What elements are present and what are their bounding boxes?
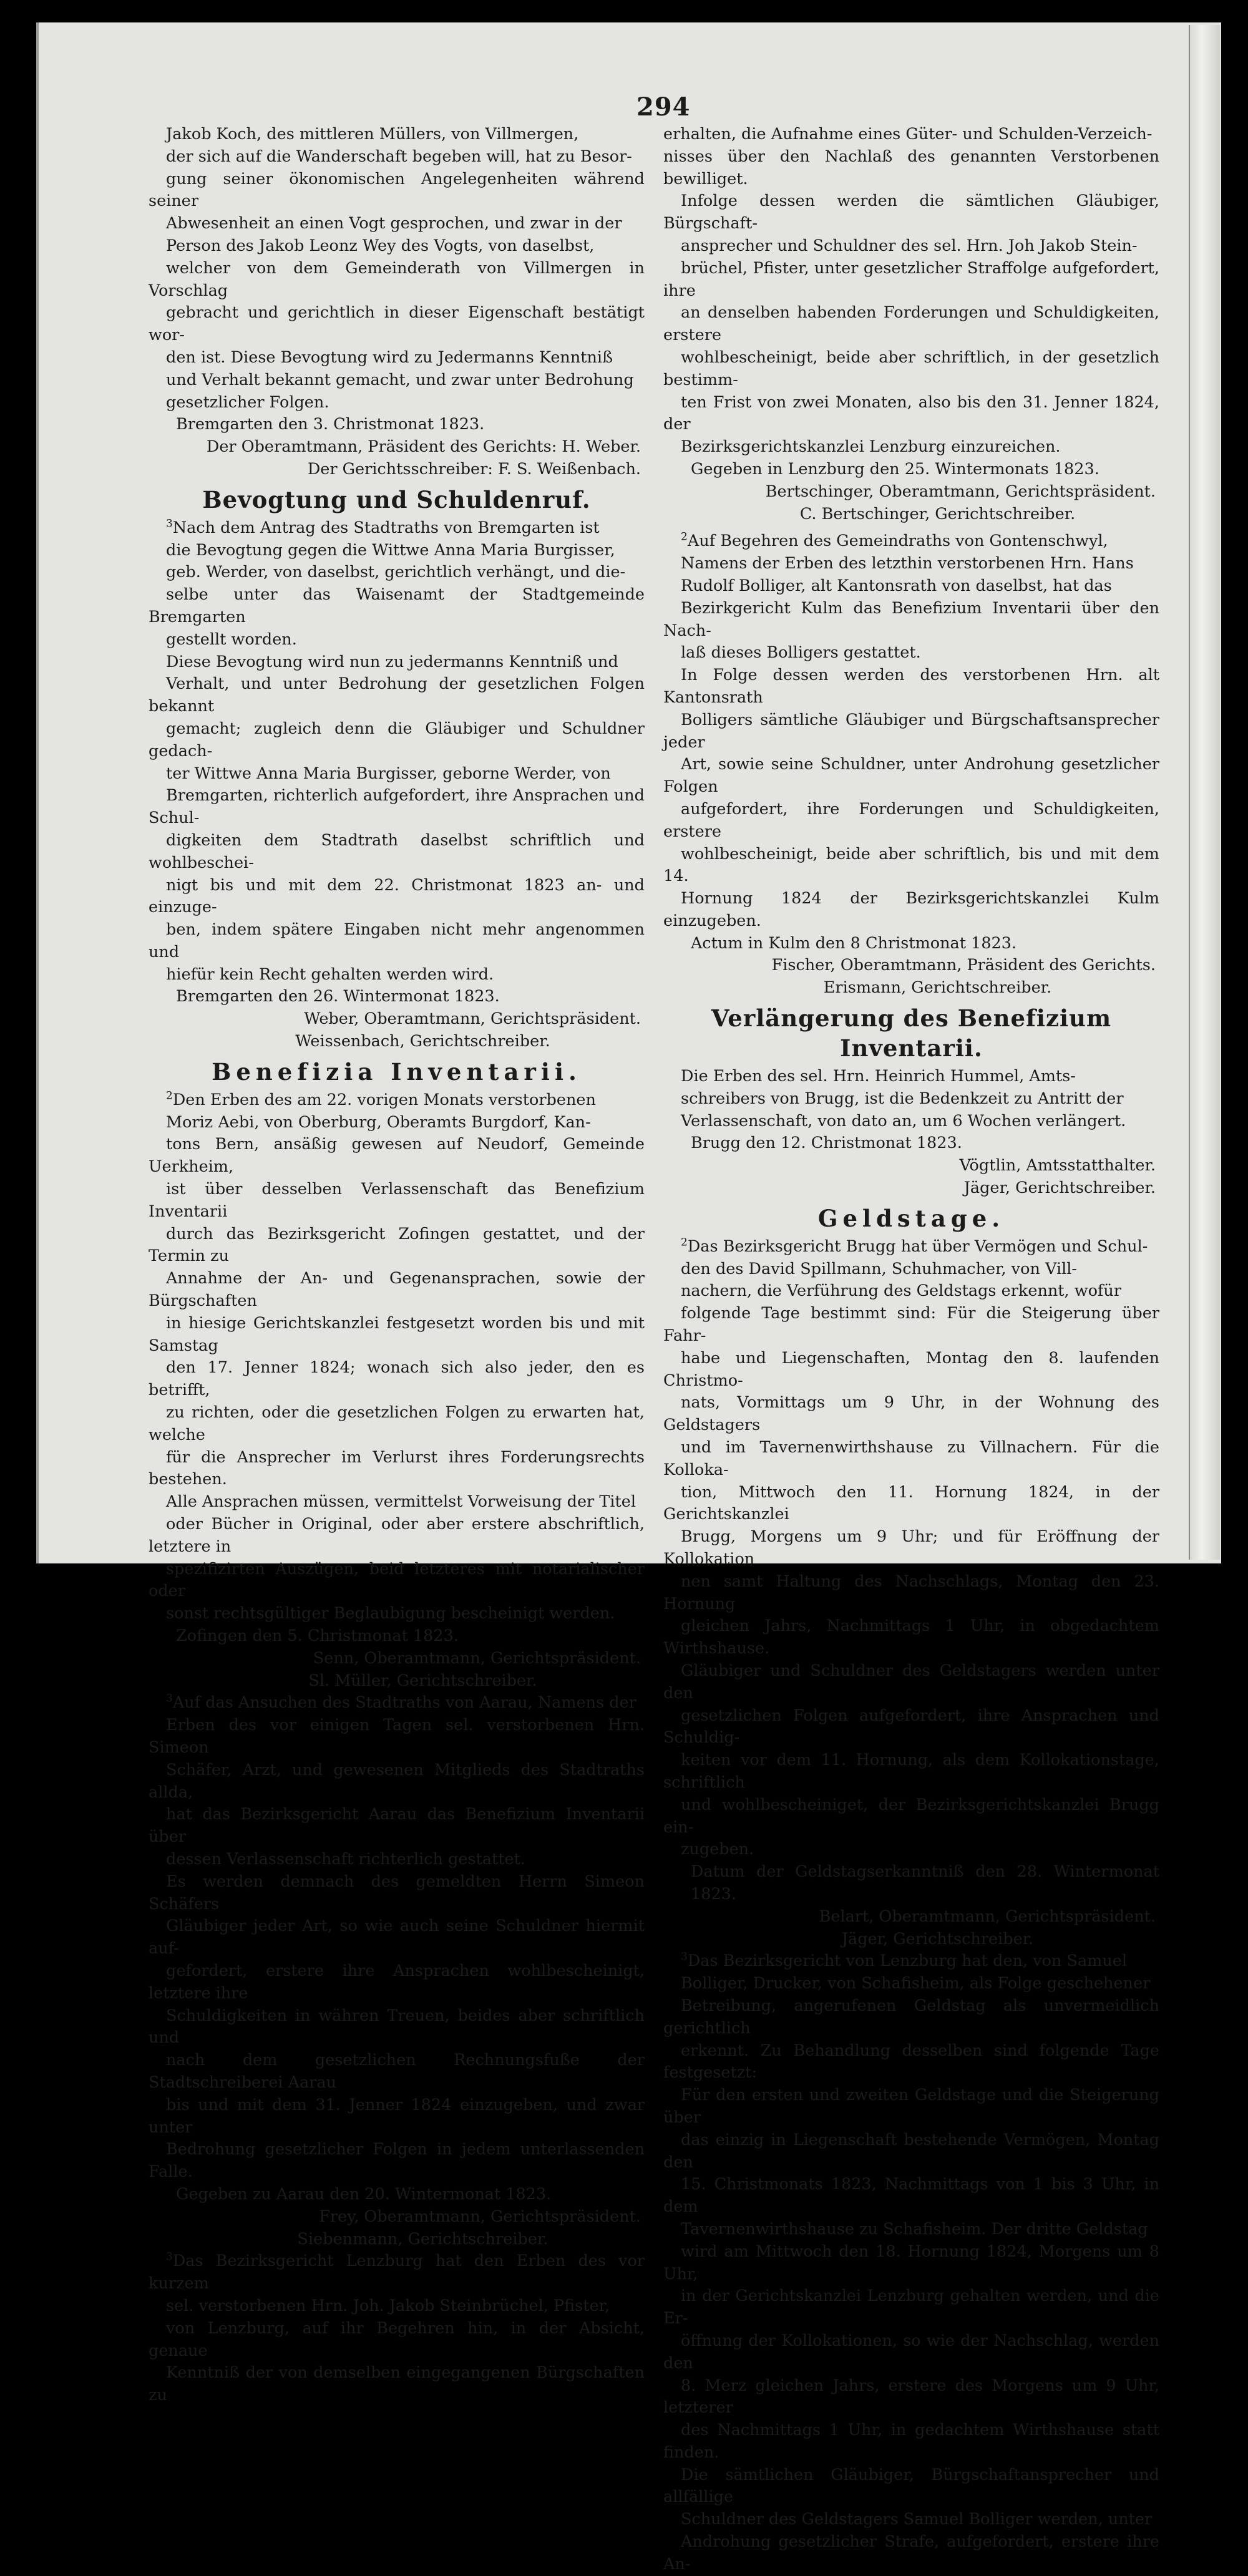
text-line: digkeiten dem Stadtrath daselbst schriftlich und wohlbeschei- xyxy=(149,830,645,872)
notice-body xyxy=(663,124,1159,190)
text-line: Androhung gesetzlicher Strafe, aufgefordert, erstere ihre An- xyxy=(663,2532,1159,2574)
text-line: Die sämtlichen Gläubiger, Bürgschaftansprecher und allfällige xyxy=(663,2465,1159,2507)
text-line: bis und mit dem 31. Jenner 1824 einzugeben, und zwar unter xyxy=(149,2095,645,2137)
notice-signature: Belart, Oberamtmann, Gerichtspräsident. xyxy=(819,1907,1156,1926)
notice-hummel-extension xyxy=(663,1066,1159,1200)
text-line: ter Wittwe Anna Maria Burgisser, geborne Werder, von xyxy=(166,764,611,783)
notice-date: Bremgarten den 3. Christmonat 1823. xyxy=(176,415,485,434)
text-line: Rudolf Bolliger, alt Kantonsrath von daselbst, hat das xyxy=(681,576,1112,595)
notice-signature: Der Oberamtmann, Präsident des Gerichts: H. Weber. xyxy=(206,437,641,457)
notice-body xyxy=(149,1871,645,2184)
notice-aebi-inventory xyxy=(149,1089,645,1693)
text-line: sonst rechtsgültiger Beglaubigung bescheinigt werden. xyxy=(166,1604,615,1623)
text-line: Es werden demnach des gemeldten Herrn Simeon Schäfers xyxy=(149,1872,645,1913)
notice-signature: Siebenmann, Gerichtschreiber. xyxy=(297,2229,548,2248)
notice-date: Gegeben in Lenzburg den 25. Wintermonats 1823. xyxy=(691,459,1099,479)
text-line: gefordert, erstere ihre Ansprachen wohlbescheinigt, letztere ihre xyxy=(149,1961,645,2003)
text-line: Schäfer, Arzt, und gewesenen Mitglieds des Stadtraths allda, xyxy=(149,1760,645,1802)
section-heading: Verlängerung des Benefizium Inventarii. xyxy=(711,1004,1112,1062)
text-line: Tavernenwirthshause zu Schafisheim. Der dritte Geldstag xyxy=(681,2219,1148,2238)
notice-body xyxy=(149,1692,645,1870)
next-page-edge xyxy=(1189,25,1220,1560)
text-line: nisses über den Nachlaß des genannten Verstorbenen bewilliget. xyxy=(663,147,1159,188)
section-heading: Benefizia Inventarii. xyxy=(212,1057,582,1086)
text-line: erhalten, die Aufnahme eines Güter- und Schulden-Verzeich- xyxy=(663,125,1153,143)
text-line: Schuldner des Geldstagers Samuel Bolliger werden, unter xyxy=(681,2510,1153,2529)
notice-body xyxy=(663,1066,1159,1132)
notice-body xyxy=(663,2464,1159,2576)
text-line: spezifizirten Auszügen, beid letzteres mit notarialischer oder xyxy=(149,1559,645,1601)
text-line: 8. Merz gleichen Jahrs, erstere des Morgens um 9 Uhr, letzterer xyxy=(663,2376,1159,2418)
notice-signature: Fischer, Oberamtmann, Präsident des Gerichts. xyxy=(771,956,1156,975)
text-line: in der Gerichtskanzlei Lenzburg gehalten werden, und die Er- xyxy=(663,2287,1159,2328)
notice-body xyxy=(149,124,645,414)
text-line: Gläubiger jeder Art, so wie auch seine Schuldner hiermit auf- xyxy=(149,1917,645,1958)
text-line: nachern, die Verführung des Geldstags erkennt, wofür xyxy=(681,1281,1121,1301)
notice-marker: 2 xyxy=(681,1236,688,1249)
text-line: nigt bis und mit dem 22. Christmonat 1823 an- und einzuge- xyxy=(149,875,645,917)
notice-steinbruechel-continued xyxy=(663,124,1159,525)
text-line: erkennt. Zu Behandlung desselben sind folgende Tage festgesetzt: xyxy=(663,2041,1159,2083)
notice-body xyxy=(663,664,1159,933)
notice-body xyxy=(149,651,645,986)
text-line: keiten vor dem 11. Hornung, als dem Kollokationstage, schriftlich xyxy=(663,1751,1159,1792)
text-line: wohlbescheinigt, beide aber schriftlich, bis und mit dem 14. xyxy=(663,844,1159,886)
text-line: für die Ansprecher im Verlurst ihres Forderungsrechts bestehen. xyxy=(149,1447,645,1489)
text-line: tion, Mittwoch den 11. Hornung 1824, in der Gerichtskanzlei xyxy=(663,1482,1159,1524)
notice-marker: 3 xyxy=(166,2250,173,2263)
text-line: gesetzlicher Folgen. xyxy=(166,392,329,412)
text-line: das einzig in Liegenschaft bestehende Vermögen, Montag den xyxy=(663,2130,1159,2172)
text-line: ben, indem spätere Eingaben nicht mehr angenommen und xyxy=(149,920,645,961)
text-line: hat das Bezirksgericht Aarau das Benefizium Inventarii über xyxy=(149,1805,645,1847)
notice-body xyxy=(663,1660,1159,1861)
text-line: folgende Tage bestimmt sind: Für die Steigerung über Fahr- xyxy=(663,1304,1159,1346)
text-line: den des David Spillmann, Schuhmacher, von Vill- xyxy=(681,1259,1078,1278)
text-line: Bremgarten, richterlich aufgefordert, ihre Ansprachen und Schul- xyxy=(149,786,645,828)
text-line: ist über desselben Verlassenschaft das Benefizium Inventarii xyxy=(149,1180,645,1221)
text-line: Schuldigkeiten in währen Treuen, beides aber schriftlich und xyxy=(149,2006,645,2048)
text-line: aufgefordert, ihre Forderungen und Schuldigkeiten, erstere xyxy=(663,799,1159,841)
text-line: Brugg, Morgens um 9 Uhr; und für Eröffnung der Kollokation xyxy=(663,1527,1159,1569)
notice-signature: Vögtlin, Amtsstatthalter. xyxy=(959,1156,1156,1175)
notice-marker: 3 xyxy=(166,517,173,530)
text-line: Alle Ansprachen müssen, vermittelst Vorweisung der Titel xyxy=(166,1492,636,1512)
text-line: zu richten, oder die gesetzlichen Folgen zu erwarten hat, welche xyxy=(149,1403,645,1444)
text-line: laß dieses Bolligers gestattet. xyxy=(681,643,921,663)
text-line: von Lenzburg, auf ihr Begehren hin, in der Absicht, genaue xyxy=(149,2318,645,2360)
text-line: Auf das Ansuchen des Stadtraths von Aarau, Namens der xyxy=(172,1693,636,1713)
page-number: 294 xyxy=(636,92,691,122)
notice-signature: Jäger, Gerichtschreiber. xyxy=(963,1179,1156,1198)
notice-date: Datum der Geldstagserkanntniß den 28. Wintermonat 1823. xyxy=(691,1862,1159,1903)
notice-signature: Bertschinger, Oberamtmann, Gerichtspräsident. xyxy=(765,482,1156,501)
text-line: öffnung der Kollokationen, so wie der Nachschlag, werden den xyxy=(663,2331,1159,2373)
text-line: schreibers von Brugg, ist die Bedenkzeit zu Antritt der xyxy=(681,1089,1124,1108)
notice-signature: Senn, Oberamtmann, Gerichtspräsident. xyxy=(313,1648,641,1668)
text-line: Annahme der An- und Gegenansprachen, sowie der Bürgschaften xyxy=(149,1269,645,1311)
text-line: Kenntniß der von demselben eingegangenen Bürgschaften zu xyxy=(149,2363,645,2405)
text-line: Bedrohung gesetzlicher Folgen in jedem unterlassenden Falle. xyxy=(149,2140,645,2182)
left-column xyxy=(149,124,645,2407)
text-line: den 17. Jenner 1824; wonach sich also jeder, den es betrifft, xyxy=(149,1358,645,1400)
text-line: Diese Bevogtung wird nun zu jedermanns Kenntniß und xyxy=(166,652,618,671)
text-line: Person des Jakob Leonz Wey des Vogts, von daselbst, xyxy=(166,236,595,255)
notice-marker: 2 xyxy=(681,530,688,543)
notice-signature: Weber, Oberamtmann, Gerichtspräsident. xyxy=(304,1009,641,1029)
text-line: habe und Liegenschaften, Montag den 8. laufenden Christmo- xyxy=(663,1348,1159,1390)
text-line: nen samt Haltung des Nachschlags, Montag den 23. Hornung xyxy=(663,1572,1159,1613)
notice-body xyxy=(663,1950,1159,2464)
text-line: Gläubiger und Schuldner des Geldstagers werden unter den xyxy=(663,1661,1159,1703)
text-line: und wohlbescheiniget, der Bezirksgerichtskanzlei Brugg ein- xyxy=(663,1795,1159,1837)
text-line: und Verhalt bekannt gemacht, und zwar unter Bedrohung xyxy=(166,370,634,389)
text-line: Jakob Koch, des mittleren Müllers, von Villmergen, xyxy=(166,125,579,143)
text-line: Das Bezirksgericht von Lenzburg hat den, von Samuel xyxy=(687,1951,1128,1971)
text-line: In Folge dessen werden des verstorbenen Hrn. alt Kantonsrath xyxy=(663,666,1159,707)
text-line: Bezirksgerichtskanzlei Lenzburg einzureichen. xyxy=(681,437,1061,457)
text-line: Auf Begehren des Gemeindraths von Gontenschwyl, xyxy=(687,532,1108,551)
text-line: zugeben. xyxy=(681,1840,754,1859)
notice-date: Zofingen den 5. Christmonat 1823. xyxy=(176,1626,459,1645)
text-line: gestellt worden. xyxy=(166,629,297,649)
notice-body xyxy=(663,530,1159,664)
text-line: hiefür kein Recht gehalten werden wird. xyxy=(166,965,494,984)
text-line: Art, sowie seine Schuldner, unter Androhung gesetzlicher Folgen xyxy=(663,755,1159,797)
notice-date: Bremgarten den 26. Wintermonat 1823. xyxy=(176,987,500,1006)
notice-body xyxy=(663,1236,1159,1660)
notice-signature: Frey, Oberamtmann, Gerichtspräsident. xyxy=(319,2207,641,2226)
text-line: gleichen Jahrs, Nachmittags 1 Uhr, in obgedachtem Wirthshause. xyxy=(663,1616,1159,1658)
notice-signature: Erismann, Gerichtschreiber. xyxy=(823,978,1052,998)
text-line: Betreibung, angerufenen Geldstag als unvermeidlich gerichtlich xyxy=(663,1996,1159,2038)
text-line: brüchel, Pfister, unter gesetzlicher Straffolge aufgefordert, ihre xyxy=(663,258,1159,300)
text-line: ansprecher und Schuldner des sel. Hrn. Joh Jakob Stein- xyxy=(681,236,1138,255)
text-line: Hornung 1824 der Bezirksgerichtskanzlei Kulm einzugeben. xyxy=(663,889,1159,930)
notice-body xyxy=(149,1089,645,1491)
text-line: gesetzlichen Folgen aufgefordert, ihre Ansprachen und Schuldig- xyxy=(663,1706,1159,1747)
text-line: die Bevogtung gegen die Wittwe Anna Maria Burgisser, xyxy=(166,540,615,560)
text-line: Verhalt, und unter Bedrohung der gesetzlichen Folgen bekannt xyxy=(149,674,645,716)
text-line: durch das Bezirksgericht Zofingen gestattet, und der Termin zu xyxy=(149,1224,645,1266)
notice-body xyxy=(149,1491,645,1625)
notice-bolliger-bankruptcy xyxy=(663,1950,1159,2575)
notice-body xyxy=(149,2250,645,2407)
text-line: Abwesenheit an einen Vogt gesprochen, und zwar in der xyxy=(166,214,622,233)
text-line: des Nachmittags 1 Uhr, in gedachtem Wirthshause statt finden. xyxy=(663,2421,1159,2462)
text-line: an denselben habenden Forderungen und Schuldigkeiten, erstere xyxy=(663,303,1159,345)
notice-bolliger-inventory xyxy=(663,530,1159,999)
notice-spillmann-bankruptcy xyxy=(663,1236,1159,1951)
notice-burgisser-guardianship xyxy=(149,517,645,1053)
text-line: sel. verstorbenen Hrn. Joh. Jakob Steinbrüchel, Pfister, xyxy=(166,2296,610,2315)
text-line: nach dem gesetzlichen Rechnungsfuße der Stadtschreiberei Aarau xyxy=(149,2051,645,2092)
text-line: Den Erben des am 22. vorigen Monats verstorbenen xyxy=(172,1090,596,1109)
notice-marker: 3 xyxy=(166,1692,173,1705)
notice-signature: Weissenbach, Gerichtschreiber. xyxy=(295,1032,550,1051)
text-line: der sich auf die Wanderschaft begeben will, hat zu Besor- xyxy=(166,147,632,166)
notice-date: Actum in Kulm den 8 Christmonat 1823. xyxy=(691,933,1017,953)
notice-body xyxy=(663,190,1159,459)
notice-schaefer-inventory xyxy=(149,1692,645,2250)
text-line: dessen Verlassenschaft richterlich gestattet. xyxy=(166,1849,525,1869)
text-line: Die Erben des sel. Hrn. Heinrich Hummel, Amts- xyxy=(681,1067,1076,1086)
notice-date: Brugg den 12. Christmonat 1823. xyxy=(691,1134,962,1153)
text-line: gung seiner ökonomischen Angelegenheiten während seiner xyxy=(149,169,645,211)
section-heading: Geldstage. xyxy=(817,1204,1005,1232)
text-line: Bolliger, Drucker, von Schafisheim, als Folge geschehener xyxy=(681,1974,1151,1993)
text-line: nats, Vormittags um 9 Uhr, in der Wohnung des Geldstagers xyxy=(663,1393,1159,1435)
section-heading: Bevogtung und Schuldenruf. xyxy=(202,485,591,513)
notice-body xyxy=(149,517,645,651)
notice-date: Gegeben zu Aarau den 20. Wintermonat 1823. xyxy=(176,2184,552,2204)
text-line: Moriz Aebi, von Oberburg, Oberamts Burgdorf, Kan- xyxy=(166,1112,591,1132)
notice-marker: 2 xyxy=(166,1089,173,1102)
text-line: Namens der Erben des letzthin verstorbenen Hrn. Hans xyxy=(681,554,1134,573)
notice-signature: Jäger, Gerichtschreiber. xyxy=(841,1929,1034,1948)
text-line: Bolligers sämtliche Gläubiger und Bürgschaftsansprecher jeder xyxy=(663,710,1159,752)
text-line: wird am Mittwoch den 18. Hornung 1824, Morgens um 8 Uhr, xyxy=(663,2242,1159,2283)
right-column xyxy=(663,124,1159,2576)
text-line: 15. Christmonats 1823, Nachmittags von 1 bis 3 Uhr, in dem xyxy=(663,2175,1159,2217)
text-line: Bezirkgericht Kulm das Benefizium Inventarii über den Nach- xyxy=(663,598,1159,640)
notice-steinbruechel-inventory xyxy=(149,2250,645,2407)
text-line: und im Tavernenwirthshause zu Villnachern. Für die Kolloka- xyxy=(663,1438,1159,1479)
text-line: Das Bezirksgericht Brugg hat über Vermögen und Schul- xyxy=(687,1237,1148,1256)
text-line: tons Bern, ansäßig gewesen auf Neudorf, Gemeinde Uerkheim, xyxy=(149,1135,645,1177)
text-line: gebracht und gerichtlich in dieser Eigenschaft bestätigt wor- xyxy=(149,303,645,345)
text-line: Für den ersten und zweiten Geldstage und die Steigerung über xyxy=(663,2086,1159,2127)
notice-signature: Sl. Müller, Gerichtschreiber. xyxy=(308,1671,537,1690)
notice-koch-guardianship xyxy=(149,124,645,481)
text-line: Das Bezirksgericht Lenzburg hat den Erben des vor kurzem xyxy=(149,2252,645,2293)
text-line: in hiesige Gerichtskanzlei festgesetzt worden bis und mit Samstag xyxy=(149,1313,645,1355)
text-line: den ist. Diese Bevogtung wird zu Jedermanns Kenntniß xyxy=(166,348,613,367)
text-line: wohlbescheinigt, beide aber schriftlich, in der gesetzlich bestimm- xyxy=(663,348,1159,389)
notice-marker: 3 xyxy=(681,1950,688,1963)
notice-signature: C. Bertschinger, Gerichtschreiber. xyxy=(799,504,1076,523)
text-line: Nach dem Antrag des Stadtraths von Bremgarten ist xyxy=(172,518,600,537)
text-line: gemacht; zugleich denn die Gläubiger und Schuldner gedach- xyxy=(149,719,645,761)
text-line: ten Frist von zwei Monaten, also bis den 31. Jenner 1824, der xyxy=(663,392,1159,434)
text-line: Verlassenschaft, von dato an, um 6 Wochen verlängert. xyxy=(681,1111,1126,1130)
text-line: welcher von dem Gemeinderath von Villmergen in Vorschlag xyxy=(149,258,645,300)
text-line: geb. Werder, von daselbst, gerichtlich verhängt, und die- xyxy=(166,563,626,582)
text-line: Erben des vor einigen Tagen sel. verstorbenen Hrn. Simeon xyxy=(149,1716,645,1757)
text-line: Infolge dessen werden die sämtlichen Gläubiger, Bürgschaft- xyxy=(663,192,1159,233)
notice-signature: Der Gerichtsschreiber: F. S. Weißenbach. xyxy=(307,459,641,479)
text-line: selbe unter das Waisenamt der Stadtgemeinde Bremgarten xyxy=(149,585,645,626)
text-line: oder Bücher in Original, oder aber erstere abschriftlich, letztere in xyxy=(149,1515,645,1556)
